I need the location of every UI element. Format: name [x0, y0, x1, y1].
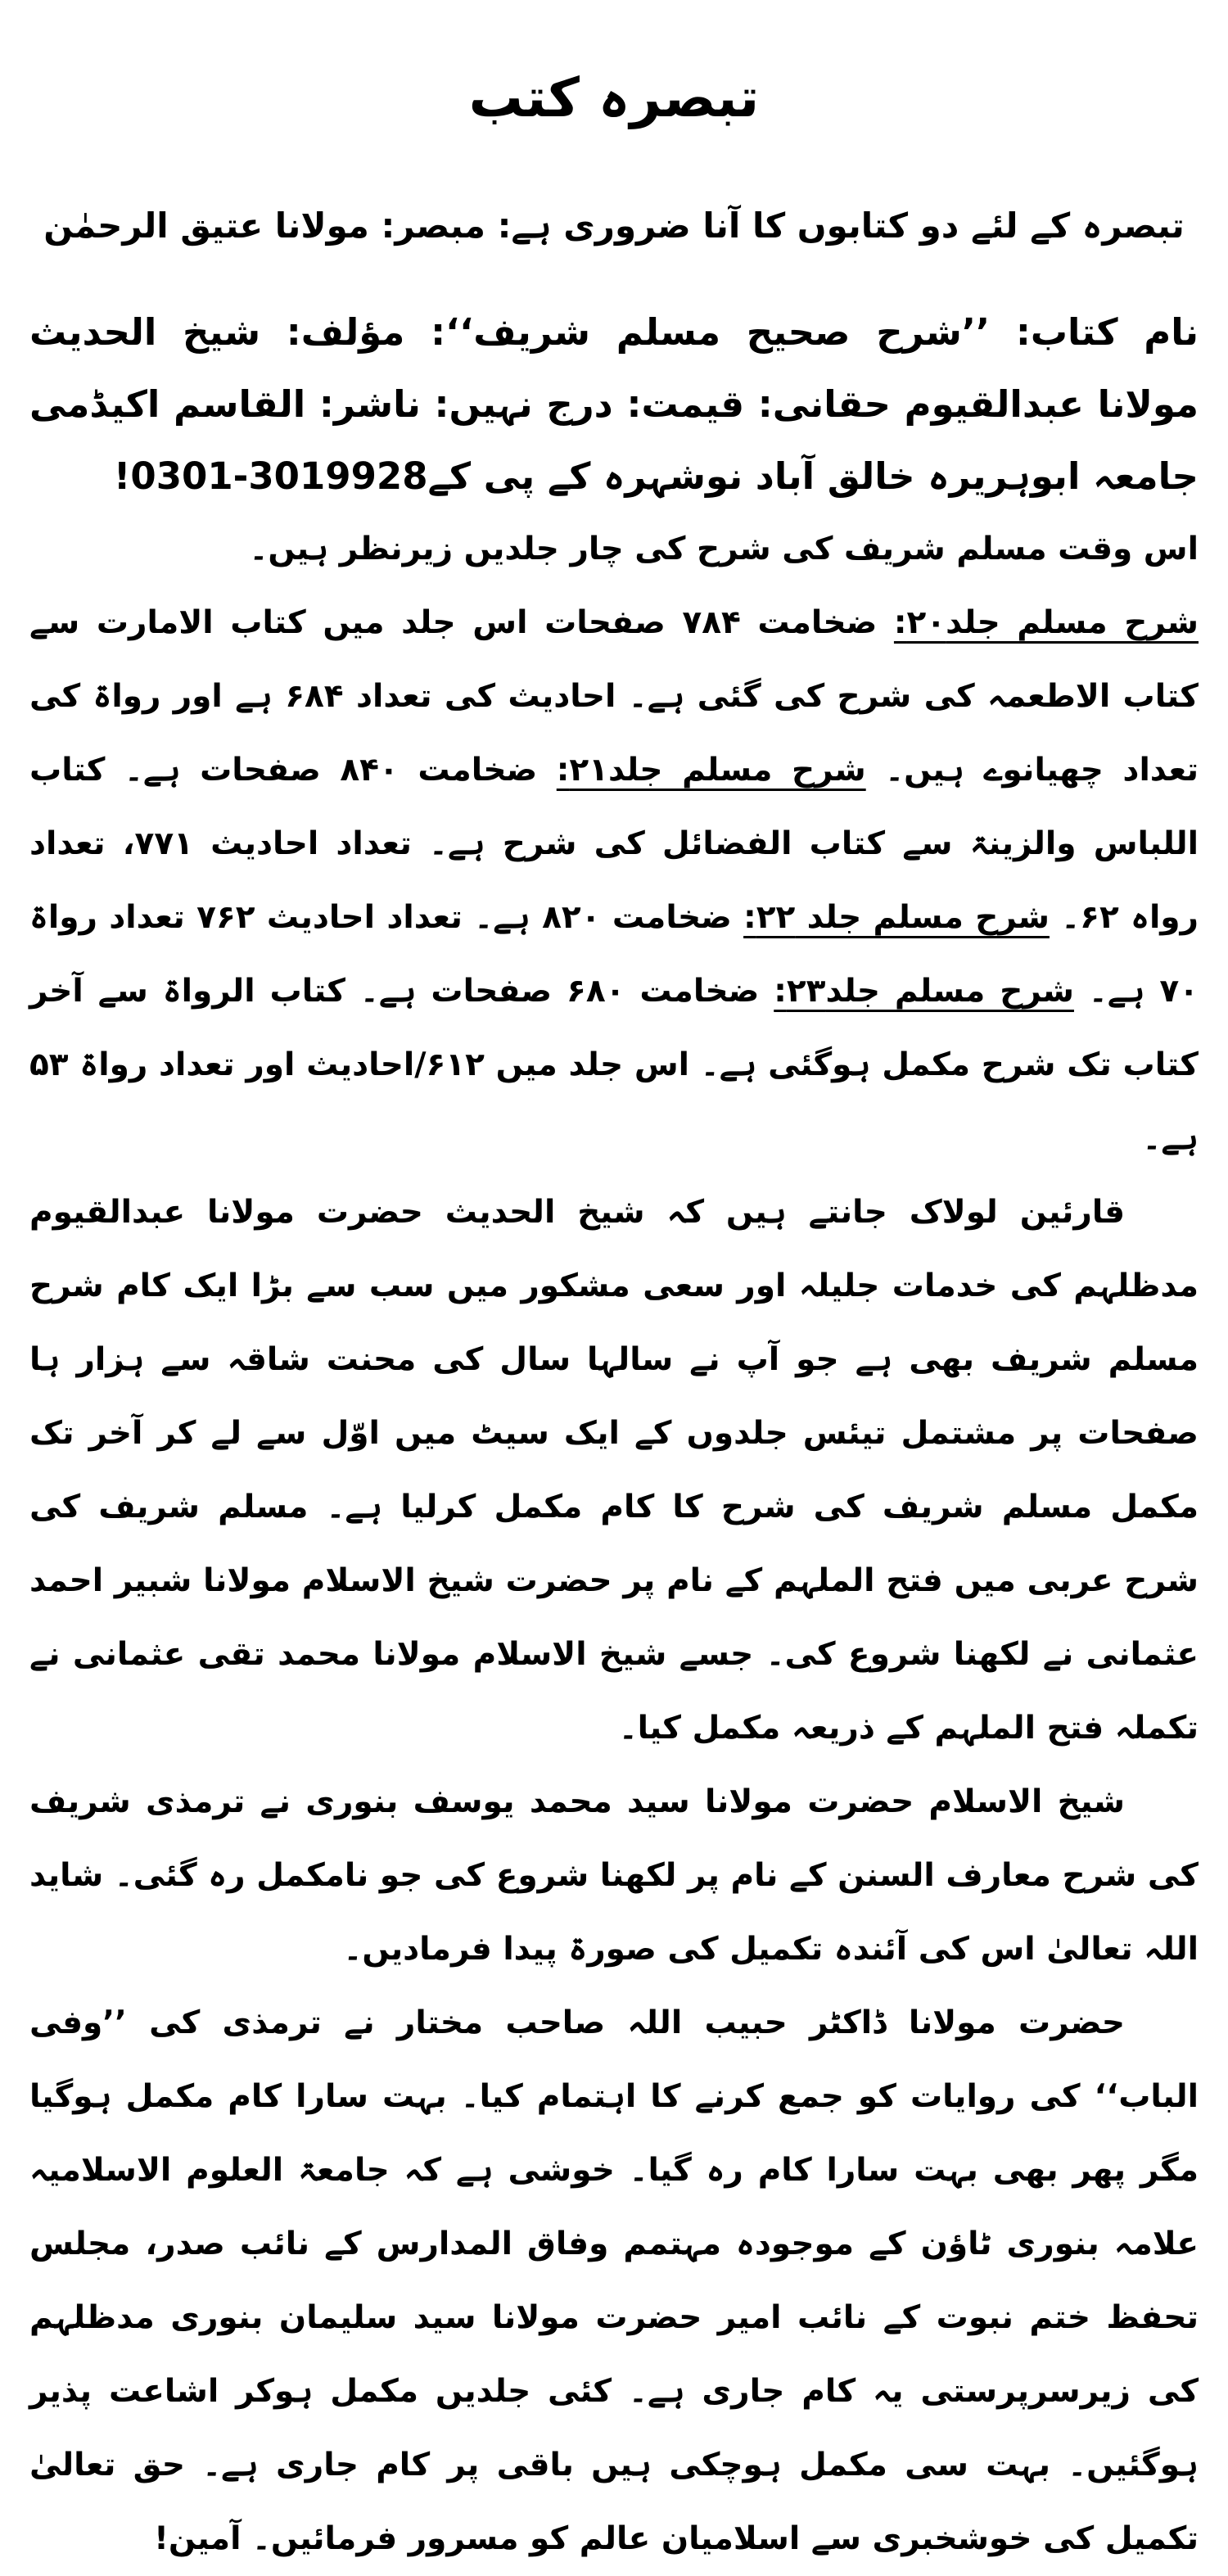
volume-22-label: شرح مسلم جلد ۲۲: [743, 898, 1050, 936]
volume-20-label: شرح مسلم جلد۲۰: [893, 603, 1199, 641]
paragraph-tirmidhi-sharh: شیخ الاسلام حضرت مولانا سید محمد یوسف بنوری نے ترمذی شریف کی شرح معارف السنن کے نام پر لکھنا شروع کی جو نامکمل رہ گئی۔ شاید اللہ تعالیٰ اس کی آئندہ تکمیل کی صورۃ پیدا فرمادیں۔ [29, 1783, 1199, 1968]
publisher-phone: 0301-3019928 [130, 454, 428, 498]
volume-23-label: شرح مسلم جلد۲۳: [774, 972, 1074, 1010]
volume-21-text: ضخامت ۸۴۰ صفحات ہے۔ کتاب اللباس والزینۃ سے کتاب الفضائل کی شرح ہے۔ تعداد احادیث ۷۷۱، تعداد رواہ ۶۲۔ [29, 751, 1199, 936]
intro-line: اس وقت مسلم شریف کی شرح کی چار جلدیں زیرنظر ہیں۔ [249, 530, 1199, 567]
volume-22-text: ضخامت ۸۲۰ ہے۔ تعداد احادیث ۷۶۲ تعداد رواۃ ۷۰ ہے۔ [29, 898, 1199, 1010]
volume-23-text: ضخامت ۶۸۰ صفحات ہے۔ کتاب الرواۃ سے آخر کتاب تک شرح مکمل ہوگئی ہے۔ اس جلد میں ۶۱۲/احادیث اور تعداد رواۃ ۵۳ ہے۔ [29, 972, 1199, 1157]
volume-20-text: ضخامت ۷۸۴ صفحات اس جلد میں کتاب الامارت سے کتاب الاطعمہ کی شرح کی گئی ہے۔ احادیث کی تعداد ۶۸۴ ہے اور رواۃ کی تعداد چھیانوے ہیں۔ [29, 603, 1199, 789]
book-name-line: نام کتاب: ’’شرح صحیح مسلم شریف‘‘: مؤلف: شیخ الحدیث مولانا عبدالقیوم حقانی: قیمت: [29, 310, 1199, 426]
subtitle: تبصرہ کے لئے دو کتابوں کا آنا ضروری ہے: مبصر: مولانا عتیق الرحمٰن [43, 206, 1185, 246]
paragraph-muslim-sharh: قارئین لولاک جانتے ہیں کہ شیخ الحدیث حضرت مولانا عبدالقیوم مدظلہم کی خدمات جلیلہ اور سعی مشکور میں سب سے بڑا ایک کام شرح مسلم شریف بھی ہے جو آپ نے سالہا سال کی محنت شاقہ سے ہزار ہا صفحات پر مشتمل تیئس جلدوں کے ایک سیٹ میں اوّل سے لے کر آخر تک مکمل مسلم شریف کی شرح کا کام مکمل کرلیا ہے۔ مسلم شریف کی شرح عربی میں فتح الملہم کے نام پر حضرت شیخ الاسلام مولانا شبیر احمد عثمانی نے لکھنا شروع کی۔ جسے شیخ الاسلام مولانا محمد تقی عثمانی نے تکملہ فتح الملہم کے ذریعہ مکمل کیا۔ [29, 1193, 1199, 1747]
page-title: تبصرہ کتب [468, 66, 760, 129]
volume-21-label: شرح مسلم جلد۲۱: [556, 751, 866, 789]
volumes-paragraph [29, 586, 1199, 1176]
paragraph-wa-fil-bab: حضرت مولانا ڈاکٹر حبیب اللہ صاحب مختار نے ترمذی کی ’’وفی الباب‘‘ کی روایات کو جمع کرنے کا اہتمام کیا۔ بہت سارا کام مکمل ہوگیا مگر پھر بھی بہت سارا کام رہ گیا۔ خوشی ہے کہ جامعۃ العلوم الاسلامیہ علامہ بنوری ٹاؤن کے موجودہ مہتمم وفاق المدارس کے نائب صدر، مجلس تحفظ ختم نبوت کے نائب امیر حضرت مولانا سید سلیمان بنوری مدظلہم کی زیرسرپرستی یہ کام جاری ہے۔ کئی جلدیں مکمل ہوکر اشاعت پذیر ہوگئیں۔ بہت سی مکمل ہوچکی ہیں باقی پر کام جاری ہے۔ حق تعالیٰ تکمیل کی خوشخبری سے اسلامیان عالم کو مسرور فرمائیں۔ آمین! [29, 2004, 1199, 2557]
end-mark: ! [113, 454, 131, 498]
book-info [29, 296, 1199, 513]
publisher-line: درج نہیں: ناشر: القاسم اکیڈمی جامعہ ابوہریرہ خالق آباد نوشہرہ کے پی کے [29, 382, 1199, 498]
